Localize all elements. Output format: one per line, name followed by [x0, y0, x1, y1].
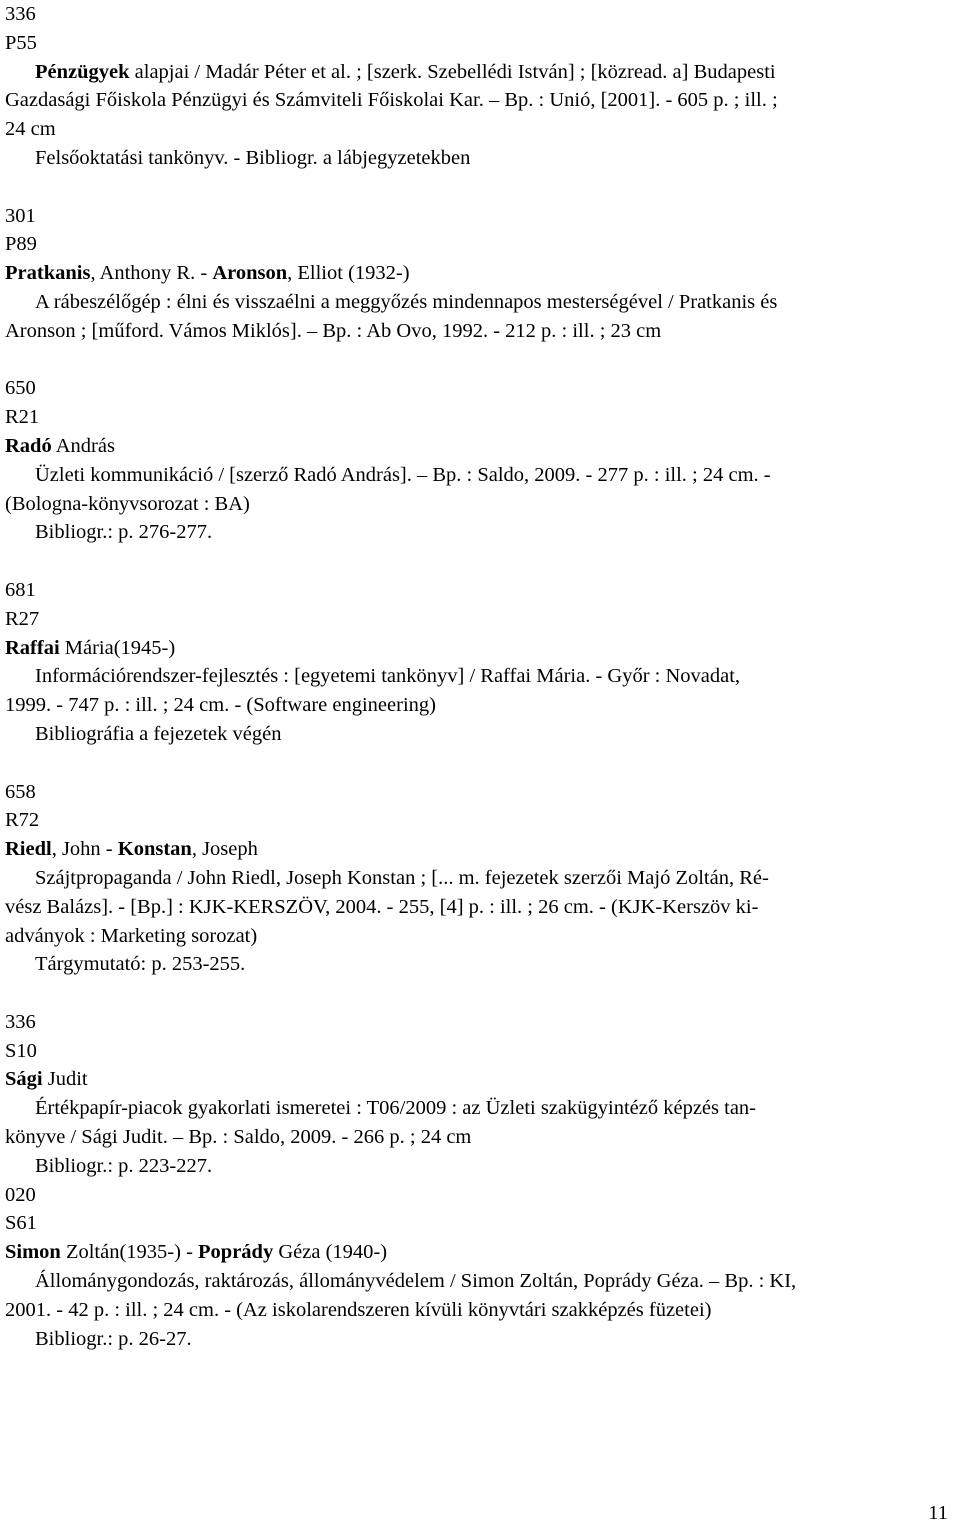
catalog-entry [5, 1181, 955, 1354]
entry-number: 336 [5, 1010, 36, 1033]
entry-line: Állománygondozás, raktározás, állományvédelem / Simon Zoltán, Poprády Géza. – Bp. : KI, [35, 1270, 797, 1293]
entry-line: 1999. - 747 p. : ill. ; 24 cm. - (Software engineering) [5, 694, 436, 717]
entry-line: 24 cm [5, 118, 56, 141]
entry-line: adványok : Marketing sorozat) [5, 924, 258, 947]
entry-authors: Sági Judit [5, 1068, 88, 1091]
entry-number: 336 [5, 3, 36, 25]
entry-line: vész Balázs]. - [Bp.] : KJK-KERSZÖV, 2004. - 255, [4] p. : ill. ; 26 cm. - (KJK-Kerszöv ki- [5, 895, 759, 918]
entry-number: 301 [5, 204, 36, 227]
entry-note: Tárgymutató: p. 253-255. [35, 953, 246, 976]
catalog-page [5, 0, 955, 1353]
entry-authors: Radó András [5, 434, 115, 457]
entry-number: 650 [5, 377, 36, 400]
entry-line: Pénzügyek alapjai / Madár Péter et al. ; [szerk. Szebellédi István] ; [közread. a] Budapesti [35, 60, 776, 83]
entry-line: (Bologna-könyvsorozat : BA) [5, 492, 250, 515]
entry-authors: Pratkanis, Anthony R. - Aronson, Elliot (1932-) [5, 262, 410, 285]
catalog-entry [5, 1008, 955, 1181]
entry-code: R72 [5, 809, 40, 832]
entry-line: A rábeszélőgép : élni és visszaélni a meggyőzés mindennapos mesterségével / Pratkanis és [35, 290, 778, 313]
entry-line: könyve / Sági Judit. – Bp. : Saldo, 2009. - 266 p. ; 24 cm [5, 1126, 472, 1149]
entry-line: Aronson ; [műford. Vámos Miklós]. – Bp. : Ab Ovo, 1992. - 212 p. : ill. ; 23 cm [5, 319, 662, 342]
entry-note: Felsőoktatási tankönyv. - Bibliogr. a lábjegyzetekben [35, 146, 471, 169]
entry-code: P89 [5, 233, 37, 256]
entry-line: Szájtpropaganda / John Riedl, Joseph Konstan ; [... m. fejezetek szerzői Majó Zoltán, Ré- [35, 866, 769, 889]
entry-line: Értékpapír-piacok gyakorlati ismeretei : T06/2009 : az Üzleti szakügyintéző képzés tan- [35, 1097, 757, 1120]
entry-line: Információrendszer-fejlesztés : [egyetemi tankönyv] / Raffai Mária. - Győr : Novadat, [35, 665, 741, 688]
entry-code: S61 [5, 1212, 37, 1235]
entry-code: S10 [5, 1039, 37, 1062]
entry-line: Üzleti kommunikáció / [szerző Radó András]. – Bp. : Saldo, 2009. - 277 p. : ill. ; 24 cm. - [35, 463, 771, 486]
entry-number: 020 [5, 1183, 36, 1206]
catalog-entry [5, 778, 955, 980]
author-bold: Pénzügyek [35, 60, 130, 83]
entry-code: R27 [5, 607, 40, 630]
entry-authors: Raffai Mária(1945-) [5, 636, 176, 659]
entry-note: Bibliográfia a fejezetek végén [35, 722, 282, 745]
entry-line: 2001. - 42 p. : ill. ; 24 cm. - (Az iskolarendszeren kívüli könyvtári szakképzés füzetei) [5, 1298, 712, 1321]
entry-line: Gazdasági Főiskola Pénzügyi és Számviteli Főiskolai Kar. – Bp. : Unió, [2001]. - 605 p. ; ill. ; [5, 89, 778, 112]
entry-number: 658 [5, 780, 36, 803]
entry-note: Bibliogr.: p. 276-277. [35, 521, 213, 544]
entry-authors: Simon Zoltán(1935-) - Poprády Géza (1940-) [5, 1241, 388, 1264]
entry-note: Bibliogr.: p. 26-27. [35, 1327, 192, 1350]
catalog-entry [5, 576, 955, 749]
catalog-entry [5, 374, 955, 547]
entry-authors: Riedl, John - Konstan, Joseph [5, 838, 258, 861]
entry-code: R21 [5, 406, 40, 429]
entry-code: P55 [5, 31, 37, 54]
catalog-entry [5, 202, 955, 346]
page-number: 11 [928, 1502, 948, 1524]
catalog-entry [5, 0, 955, 173]
entry-number: 681 [5, 578, 36, 601]
entry-note: Bibliogr.: p. 223-227. [35, 1154, 213, 1177]
